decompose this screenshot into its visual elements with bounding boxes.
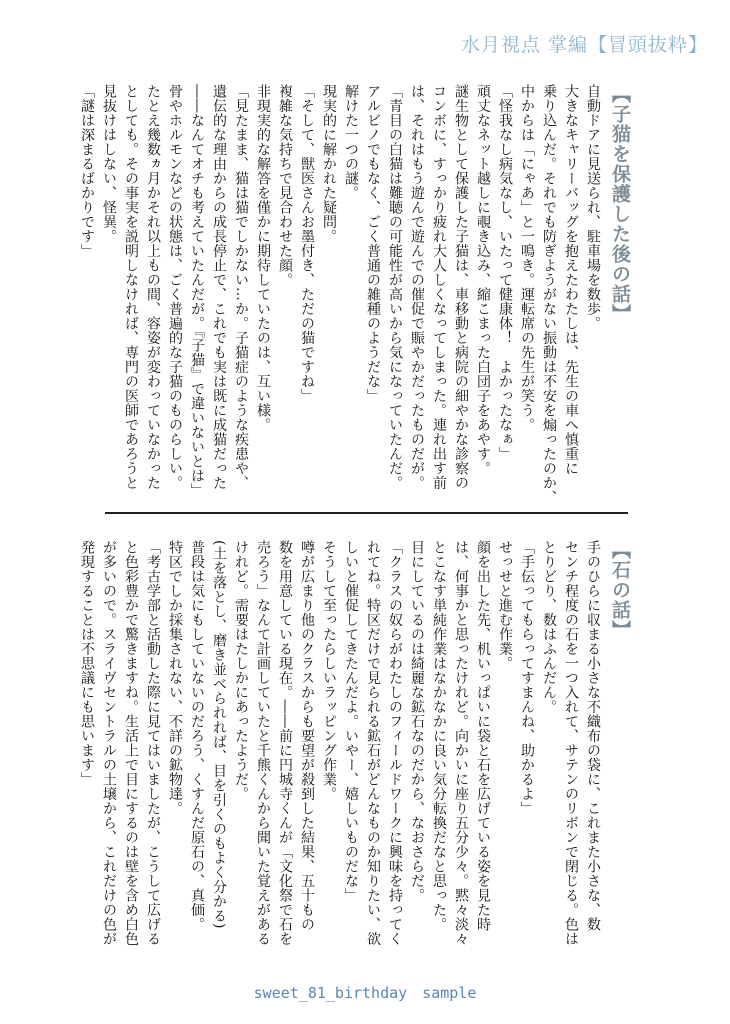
text-line: 中からは「にゃあ」と一鳴き。運転席の先生が笑う。: [519, 84, 535, 432]
text-line: (土を落とし、磨き並べられれば、目を引くのもよく分かる): [211, 540, 227, 929]
text-line: 乗り込んだ。それでも防ぎようがない振動は不安を煽ったのか、: [541, 84, 557, 505]
text-line: とりどり、数はふんだん。: [541, 540, 557, 714]
text-line: アルビノでもなく、ごく普通の雑種のようだな」: [365, 84, 381, 403]
text-line: 「見たまま、猫は猫でしかない…か。子猫症のような疾患や、: [233, 84, 249, 490]
section-stones: [79, 540, 633, 948]
section-divider: [105, 512, 628, 514]
text-line: センチ程度の石を一つ入れて、サテンのリボンで閉じる。色は: [563, 540, 579, 946]
text-line: 「考古学部と活動した際に見てはいましたが、こうして広げる: [145, 540, 161, 946]
text-line: 手のひらに収まる小さな不織布の袋に、これまた小さな、数: [585, 540, 601, 932]
text-line: と色彩豊かで驚きますね。生活上で目にするのは壁を含め白色: [123, 540, 139, 946]
text-line: 「謎は深まるばかりです」: [79, 84, 95, 258]
text-line: 「怪我なし病気なし、いたって健康体！ よかったなぁ」: [497, 84, 513, 461]
text-line: としても。その事実を説明しなければ、専門の医師であろうと: [123, 84, 139, 490]
text-line: 解けた一つの謎。: [343, 84, 359, 200]
text-line: 数を用意している現在。――前に円城寺くんが「文化祭で石を: [277, 540, 293, 946]
text-line: コンボに、すっかり疲れ大人しくなってしまった。連れ出す前: [431, 84, 447, 490]
text-line: たとえ幾数ヵ月かそれ以上もの間、容姿が変わっていなかった: [145, 84, 161, 490]
text-line: れてね。特区だけで見られる鉱石がどんなものか知りたい、欲: [365, 540, 381, 946]
text-line: 顔を出した先、机いっぱいに袋と石を広げている姿を見た時: [475, 540, 491, 932]
text-line: 普段は気にもしていないのだろう、くすんだ原石の、真価。: [189, 540, 205, 932]
text-line: 謎生物として保護した子猫は、車移動と病院の細やかな診察の: [453, 84, 469, 490]
text-line: そうして至ったらしいラッピング作業。: [321, 540, 337, 801]
text-line: 「手伝ってもらってすまんね、助かるよ」: [519, 540, 535, 816]
text-line: 遺伝的な理由からの成長停止で、これでも実は既に成猫だった: [211, 84, 227, 490]
text-line: とこなす単純作業はなかなかに良い気分転換だなと思った。: [431, 540, 447, 932]
text-line: 「そして、獣医さんお墨付き、ただの猫ですね」: [299, 84, 315, 403]
section-heading: 【石の話】: [609, 540, 631, 640]
section-kitten: [79, 84, 633, 505]
text-line: 頑丈なネット越しに覗き込み、縮こまった白団子をあやす。: [475, 84, 491, 476]
text-line: 特区でしか採集されない、不詳の鉱物達。: [167, 540, 183, 816]
text-line: 「青目の白猫は難聴の可能性が高いから気になっていたんだ。: [387, 84, 403, 490]
text-line: 噂が広まり他のクラスからも要望が殺到した結果、五十もの: [299, 540, 315, 932]
text-line: せっせと進む作業。: [497, 540, 513, 671]
text-line: 現実的に解かれた疑問。: [321, 84, 337, 244]
page-title: 水月視点 掌編【冒頭抜粋】: [460, 34, 708, 56]
text-line: 大きなキャリーバッグを抱えたわたしは、先生の車へ慎重に: [563, 84, 579, 476]
text-line: 発現することは不思議にも思います」: [79, 540, 95, 787]
text-line: けれど。需要はたしかにあったようだ。: [233, 540, 249, 801]
text-line: 自動ドアに見送られ、駐車場を数歩。: [585, 84, 601, 331]
text-line: が多いので。スライヴセントラルの土壌から、これだけの色が: [101, 540, 117, 946]
text-line: は、何事かと思ったけれど。向かいに座り五分少々。黙々淡々: [453, 540, 469, 946]
text-line: ――なんてオチも考えていたんだが。『子猫』で違いないとは」: [189, 84, 205, 498]
text-line: 複雑な気持ちで見合わせた顔。: [277, 84, 293, 287]
text-line: 非現実的な解答を僅かに期待していたのは、互い様。: [255, 84, 271, 432]
text-line: しいと催促してきたんだよ。いやー、嬉しいものだな」: [343, 540, 359, 903]
footer-label: sweet_81_birthday sample: [253, 984, 477, 1002]
text-line: 見抜けはしない、怪異。: [101, 84, 117, 244]
text-line: 「クラスの奴らがわたしのフィールドワークに興味を持ってく: [387, 540, 403, 946]
text-line: は、それはもう遊んで遊んでの催促で賑やかだったものだが。: [409, 84, 425, 490]
section-heading: 【子猫を保護した後の話】: [609, 84, 631, 324]
text-line: 骨やホルモンなどの状態は、ごく普遍的な子猫のものらしい。: [167, 84, 183, 490]
text-line: 目にしているのは綺麗な鉱石なのだから、なおさらだ。: [409, 540, 425, 903]
text-line: 売ろう」なんて計画していたと千熊くんから聞いた覚えがある: [255, 540, 271, 946]
